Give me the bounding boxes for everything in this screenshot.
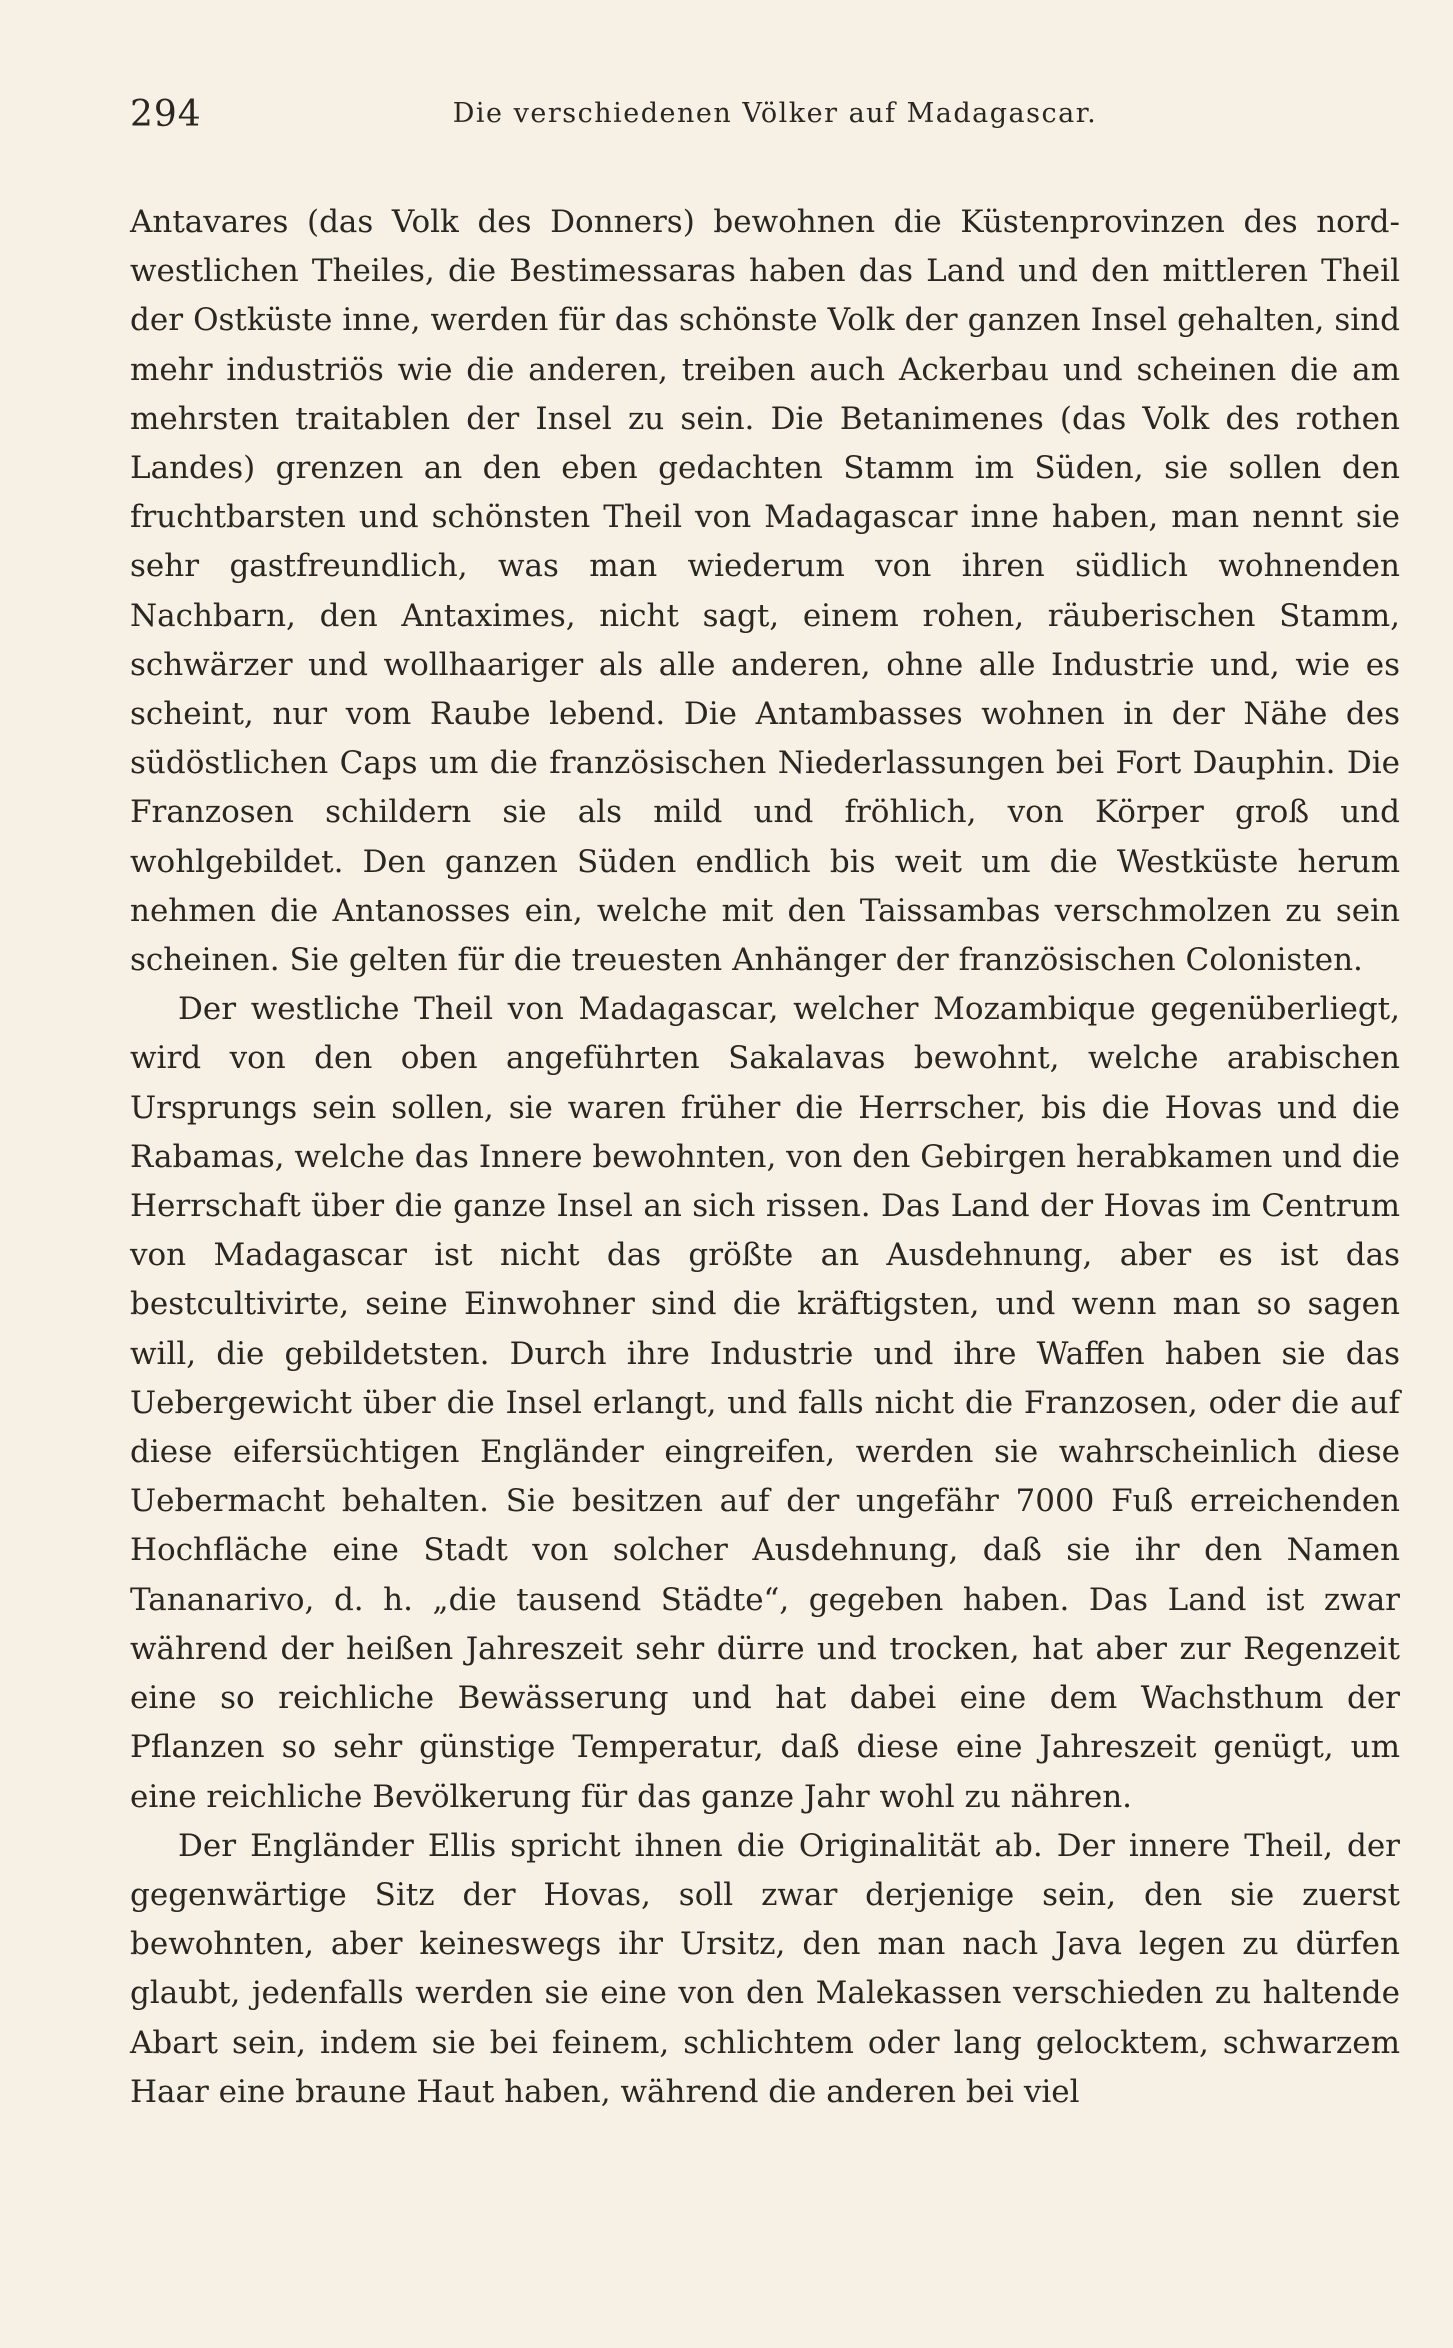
page-number: 294 xyxy=(130,94,202,135)
body-text xyxy=(130,198,1400,2117)
running-title: Die verschiedenen Völker auf Madagascar. xyxy=(452,98,1098,129)
paragraph-west-madagascar: Der westliche Theil von Madagascar, welcher Mozambique gegenüberliegt, wird von den oben angeführten Sakalavas bewohnt, welche arabischen Ursprungs sein sollen, sie waren früher die Herrscher, bis die Hovas und die Rabamas, welche das Innere bewohnten, von den Gebirgen herabkamen und die Herrschaft über die ganze Insel an sich rissen. Das Land der Hovas im Centrum von Madagascar ist nicht das größte an Ausdehnung, aber es ist das bestcultivirte, seine Einwohner sind die kräftigsten, und wenn man so sagen will, die gebildetsten. Durch ihre Industrie und ihre Waffen haben sie das Uebergewicht über die Insel erlangt, und falls nicht die Franzosen, oder die auf diese eifersüchtigen Engländer eingreifen, werden sie wahrscheinlich diese Uebermacht behalten. Sie besitzen auf der ungefähr 7000 Fuß erreichenden Hochfläche eine Stadt von solcher Ausdehnung, daß sie ihr den Namen Tananarivo, d. h. „die tausend Städte“, gegeben haben. Das Land ist zwar während der heißen Jahreszeit sehr dürre und trocken, hat aber zur Regenzeit eine so reichliche Bewässerung und hat dabei eine dem Wachsthum der Pflanzen so sehr günstige Temperatur, daß diese eine Jahreszeit genügt, um eine reichliche Bevölkerung für das ganze Jahr wohl zu nähren. xyxy=(130,991,1400,1815)
book-page xyxy=(130,90,1400,2117)
paragraph-ellis: Der Engländer Ellis spricht ihnen die Originalität ab. Der innere Theil, der gegenwärtige Sitz der Hovas, soll zwar derjenige sein, den sie zuerst bewohnten, aber keineswegs ihr Ursitz, den man nach Java legen zu dürfen glaubt, jedenfalls werden sie eine von den Malekassen verschieden zu haltende Abart sein, indem sie bei feinem, schlichtem oder lang gelocktem, schwarzem Haar eine braune Haut haben, während die anderen bei viel xyxy=(130,1827,1400,2110)
running-head xyxy=(130,90,1400,150)
paragraph-continued: Antavares (das Volk des Donners) bewohnen die Küstenprovinzen des nordwestlichen Theiles, die Bestimessaras haben das Land und den mittleren Theil der Ostküste inne, werden für das schönste Volk der ganzen Insel gehalten, sind mehr industriös wie die anderen, treiben auch Ackerbau und scheinen die am mehrsten traitablen der Insel zu sein. Die Betanimenes (das Volk des rothen Landes) grenzen an den eben gedachten Stamm im Süden, sie sollen den fruchtbarsten und schönsten Theil von Madagascar inne haben, man nennt sie sehr gastfreundlich, was man wiederum von ihren südlich wohnenden Nachbarn, den Antaximes, nicht sagt, einem rohen, räuberischen Stamm, schwärzer und wollhaariger als alle anderen, ohne alle Industrie und, wie es scheint, nur vom Raube lebend. Die Antambasses wohnen in der Nähe des südöstlichen Caps um die französischen Niederlassungen bei Fort Dauphin. Die Franzosen schildern sie als mild und fröhlich, von Körper groß und wohlgebildet. Den ganzen Süden endlich bis weit um die Westküste herum nehmen die Antanosses ein, welche mit den Taissambas verschmolzen zu sein scheinen. Sie gelten für die treuesten Anhänger der französischen Colonisten. xyxy=(130,204,1400,979)
